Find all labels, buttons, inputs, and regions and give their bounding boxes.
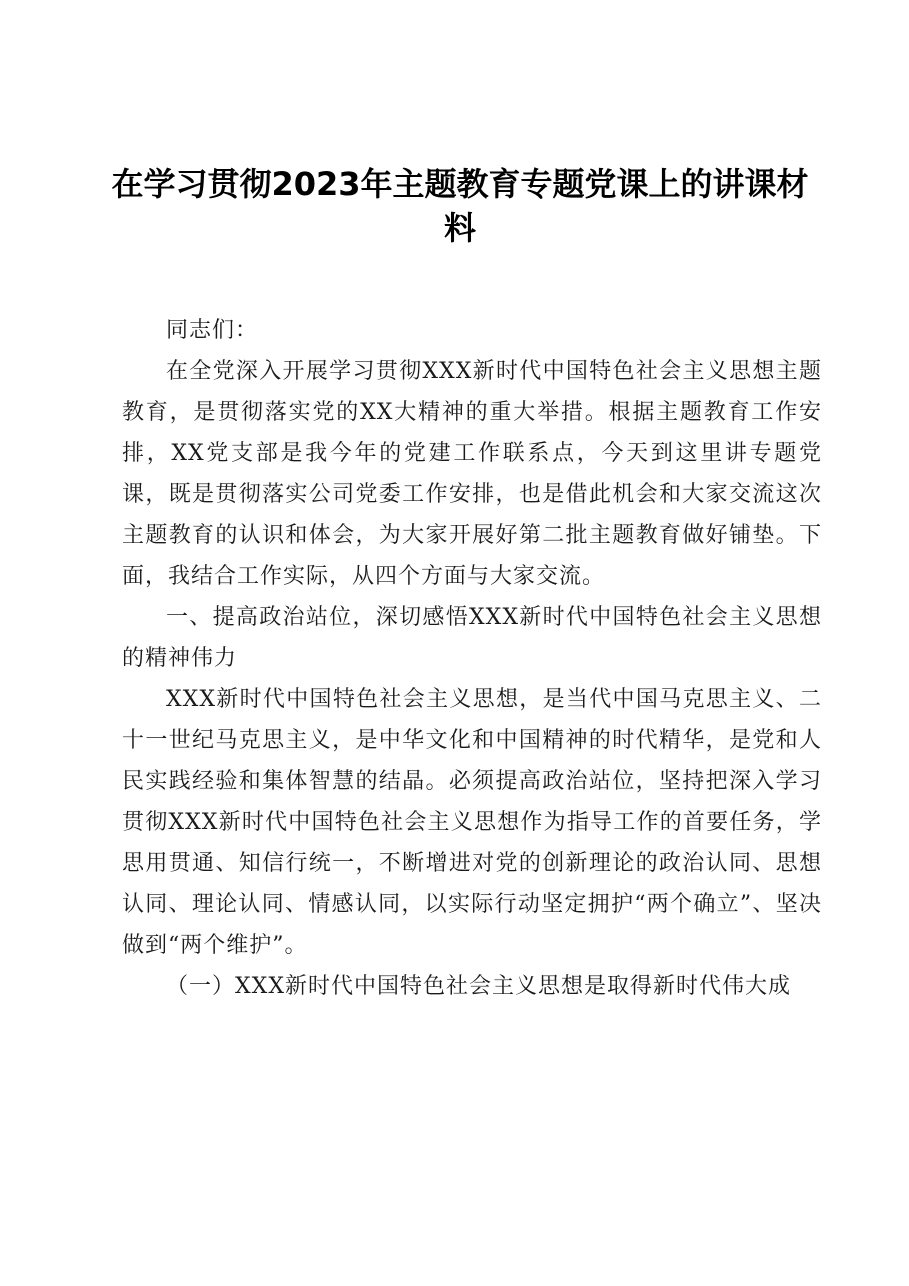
document-title: 在学习贯彻2023年主题教育专题党课上的讲课材料 [111, 165, 809, 247]
body-paragraph: XXX新时代中国特色社会主义思想，是当代中国马克思主义、二十一世纪马克思主义，是中华文化和中国精神的时代精华，是党和人民实践经验和集体智慧的结晶。必须提高政治站位，坚持把深入学习贯彻XXX新时代中国特色社会主义思想作为指导工作的首要任务，学思用贯通、知信行统一，不断增进对党的创新理论的政治认同、思想认同、理论认同、情感认同，以实际行动坚定拥护“两个确立”、坚决做到“两个维护”。 [122, 687, 822, 958]
subsection-heading-1: （一）XXX新时代中国特色社会主义思想是取得新时代伟大成 [166, 974, 791, 999]
document-body [122, 310, 822, 1007]
salutation-paragraph: 同志们： [166, 318, 259, 343]
intro-paragraph: 在全党深入开展学习贯彻XXX新时代中国特色社会主义思想主题教育，是贯彻落实党的XX大精神的重大举措。根据主题教育工作安排，XX党支部是我今年的党建工作联系点，今天到这里讲专题党课，既是贯彻落实公司党委工作安排，也是借此机会和大家交流这次主题教育的认识和体会，为大家开展好第二批主题教育做好铺垫。下面，我结合工作实际，从四个方面与大家交流。 [122, 359, 822, 589]
section-heading-1: 一、提高政治站位，深切感悟XXX新时代中国特色社会主义思想的精神伟力 [122, 605, 822, 671]
